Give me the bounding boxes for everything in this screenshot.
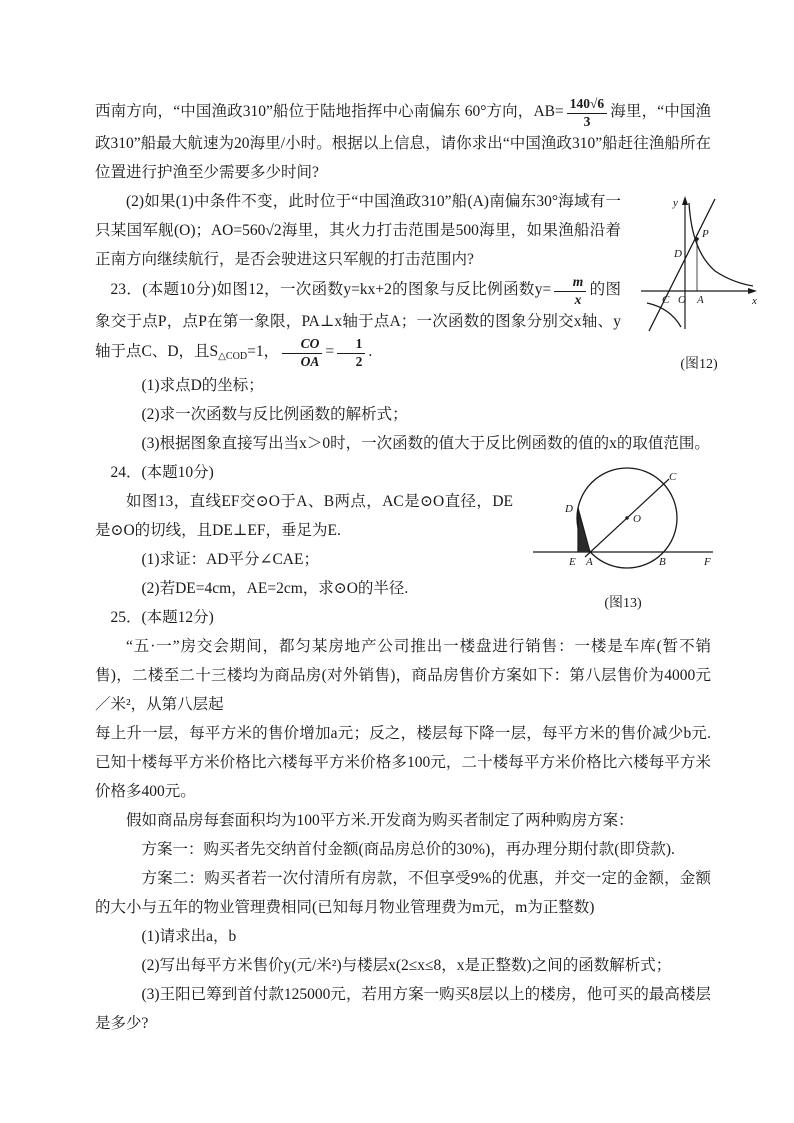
fraction-denominator: 2 <box>355 353 363 369</box>
problem25-plan1: 方案一：购买者先交纳首付金额(商品房总价的30%)，再办理分期付款(即贷款). <box>141 841 675 859</box>
fraction-ab <box>567 96 607 129</box>
problem23-item-1: (1)求点D的坐标； <box>141 377 264 395</box>
problem24-body: 如图13，直线EF交⊙O于A、B两点，AC是⊙O直径，DE是⊙O的切线，且DE⊥EF，垂足为E. <box>95 493 513 540</box>
hyperbola-branch-q1 <box>689 203 753 286</box>
exam-content <box>95 96 757 1038</box>
label-O: O <box>678 294 686 307</box>
problem22-paragraph1 <box>95 96 711 187</box>
label-B: B <box>659 556 666 569</box>
text-run: 海里，“中国渔政310”船最大航速为20海里/小时。根据以上信息，请你求出“中国渔政310”船赶往渔船所在位置进行护渔至少需要多少时间? <box>95 103 712 182</box>
fraction-denominator: OA <box>300 353 320 369</box>
label-y: y <box>673 197 678 210</box>
problem25-body1: “五·一”房交会期间，都匀某房地产公司推出一楼盘进行销售：一楼是车库(暂不销售)，二楼至二十三楼均为商品房(对外销售)，商品房售价方案如下：第八层售价为4000元／米²，从第八层起 <box>95 638 711 714</box>
text-run: =1， <box>247 343 280 361</box>
center-dot-O <box>625 516 628 519</box>
fraction-denominator: x <box>574 291 582 307</box>
figure-13-caption: (图13) <box>604 596 642 612</box>
label-D: D <box>674 248 682 261</box>
fig12-graph <box>635 189 763 349</box>
problem25-body3: 假如商品房每套面积均为100平方米.开发商为购买者制定了两种购房方案： <box>126 812 634 830</box>
fraction-numerator: 140√6 <box>567 96 607 114</box>
problem24-item-1: (1)求证：AD平分∠CAE； <box>141 551 319 569</box>
label-D: D <box>565 503 573 516</box>
problem25-heading: 25．(本题12分) <box>110 609 214 627</box>
fig13-diagram <box>527 460 719 588</box>
fraction-mx <box>554 274 586 307</box>
figure-13 <box>527 460 719 617</box>
label-O: O <box>633 513 641 526</box>
y-axis-arrow <box>682 196 688 205</box>
label-E: E <box>569 556 576 569</box>
fraction-denominator: 3 <box>583 113 591 129</box>
s-triangle-subscript: △COD <box>218 351 248 363</box>
text-run: 的图象交于点P，点P在第一象限，PA⊥x轴于点A；一次函数的图象分别交x轴、y轴于点C、D，且S <box>95 281 621 361</box>
text-run: . <box>368 343 373 361</box>
problem25-item-2: (2)写出每平方米售价y(元/米²)与楼层x(2≤x≤8，x是正整数)之间的函数解析式； <box>141 957 672 975</box>
text-run: 西南方向，“中国渔政310”船位于陆地指挥中心南偏东 60°方向，AB= <box>95 103 564 121</box>
text-run: 23．(本题10分)如图12，一次函数y=kx+2的图象与反比例函数y= <box>110 281 552 299</box>
figure-12-caption: (图12) <box>680 357 718 373</box>
fraction-numerator: 1 <box>337 336 365 354</box>
label-A: A <box>697 294 704 307</box>
text-run: 24．(本题10分) <box>110 464 214 482</box>
fraction-half <box>337 336 365 369</box>
label-C: C <box>662 294 670 307</box>
problem25-plan2: 方案二：购买者若一次付清所有房款，不但享受9%的优惠，并交一定的金额，金额的大小与五年的物业管理费相同(已知每月物业管理费为m元，m为正整数) <box>95 870 711 917</box>
label-A: A <box>586 556 593 569</box>
figure-12 <box>635 189 763 378</box>
label-F: F <box>704 556 711 569</box>
equals-sign: = <box>325 343 335 361</box>
problem25-item-3: (3)王阳已筹到首付款125000元，若用方案一购买8层以上的楼房，他可买的最高楼层是多少? <box>95 986 711 1033</box>
problem25-body2: 每上升一层，每平方米的售价增加a元；反之，楼层每下降一层，每平方米的售价减少b元.已知十楼每平方米价格比六楼每平方米价格多100元，二十楼每平方米价格比六楼每平方米价格多400元。 <box>95 725 711 801</box>
linear-function-line <box>649 199 715 331</box>
label-P: P <box>702 228 709 241</box>
fraction-numerator: CO <box>282 336 322 354</box>
problem23-item-2: (2)求一次函数与反比例函数的解析式； <box>141 406 408 424</box>
fraction-numerator: m <box>554 274 586 292</box>
problem23-item-3: (3)根据图象直接写出当x＞0时，一次函数的值大于反比例函数的值的x的取值范围。 <box>141 435 710 453</box>
problem25-item-1: (1)请求出a，b <box>141 928 237 946</box>
problem24-item-2: (2)若DE=4cm，AE=2cm，求⊙O的半径. <box>141 580 409 598</box>
x-axis-arrow <box>748 288 757 294</box>
text-run: (2)如果(1)中条件不变，此时位于“中国渔政310”船(A)南偏东30°海域有一只某国军舰(O)；AO=560√2海里，其火力打击范围是500海里，如果渔船沿着正南方向继续航行，是否会驶进这只军舰的打击范围内? <box>95 193 621 269</box>
label-C: C <box>669 471 677 484</box>
point-P <box>695 237 699 241</box>
fraction-co-oa <box>282 336 322 369</box>
label-x: x <box>752 295 757 308</box>
problem23-heading <box>95 274 711 371</box>
